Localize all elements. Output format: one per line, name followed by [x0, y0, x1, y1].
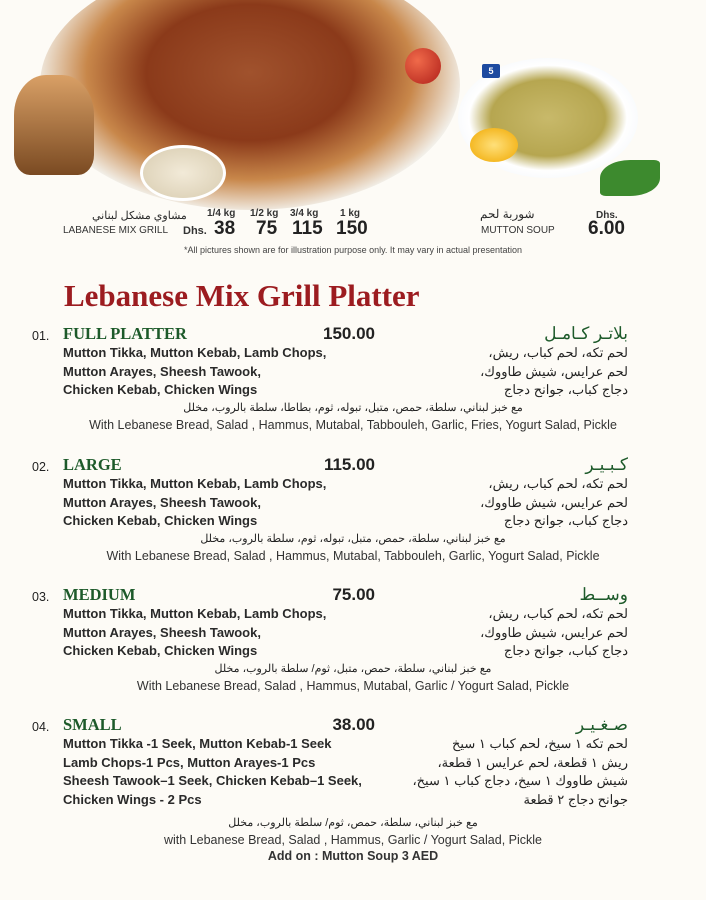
size-label: 3/4 kg [290, 208, 319, 219]
item-description-ar-line: لحم تكه، لحم كباب، ريش، [488, 476, 628, 491]
item-description-ar-line: لحم عرايس، شيش طاووك، [480, 494, 628, 510]
mix-grill-currency: Dhs. [183, 225, 207, 237]
item-name: SMALL [63, 715, 122, 734]
item-description-line: Chicken Kebab, Chicken Wings [63, 382, 258, 397]
mint-image [600, 160, 660, 196]
item-price: 75.00 [332, 585, 375, 604]
item-description-line: Sheesh Tawook–1 Seek, Chicken Kebab–1 Seek, [63, 773, 362, 788]
item-name-ar: وســط [579, 585, 628, 604]
item-description-line: Mutton Tikka, Mutton Kebab, Lamb Chops, [63, 345, 327, 360]
item-number-badge: 5 [482, 64, 500, 78]
disclaimer: *All pictures shown are for illustration purpose only. It may vary in actual presentation [184, 245, 522, 255]
item-description-line: Mutton Arayes, Sheesh Tawook, [63, 624, 261, 640]
mix-grill-photo [40, 0, 460, 210]
item-number: 03. [32, 590, 50, 604]
addon-note: Add on : Mutton Soup 3 AED [267, 849, 439, 863]
includes-ar: مع خبز لبناني، سلطة، حمص، متبل، تبوله، ثوم، بطاطا، سلطة بالروب، مخلل [183, 401, 523, 414]
size-price: 150 [336, 218, 368, 239]
bread-basket-image [14, 75, 94, 175]
item-description-line: Mutton Arayes, Sheesh Tawook, [63, 494, 261, 510]
item-description-ar-line: لحم عرايس، شيش طاووك، [480, 624, 628, 640]
item-description-ar-line: لحم تكه، لحم كباب، ريش، [488, 606, 628, 621]
includes-en: With Lebanese Bread, Salad , Hammus, Mutabal, Garlic / Yogurt Salad, Pickle [136, 678, 570, 693]
size-label: 1 kg [340, 208, 361, 219]
item-description-ar-line: ريش ١ قطعة، لحم عرايس ١ قطعة، [437, 754, 628, 770]
lemon-image [470, 128, 518, 162]
mix-grill-name-ar: مشاوي مشكل لبناني [92, 210, 187, 222]
item-description-ar-line: شيش طاووك ١ سيخ، دجاج كباب ١ سيخ، [412, 773, 628, 788]
item-description-ar-line: دجاج كباب، جوانح دجاج [503, 382, 628, 397]
includes-ar: مع خبز لبناني، سلطة، حمص، متبل، تبوله، ثوم، سلطة بالروب، مخلل [200, 532, 506, 545]
tomato-image [405, 48, 441, 84]
item-name-ar: بلاتـر كـامـل [544, 324, 628, 343]
size-label: 1/2 kg [250, 208, 279, 219]
item-description-line: Mutton Arayes, Sheesh Tawook, [63, 363, 261, 379]
includes-ar: مع خبز لبناني، سلطة، حمص، ثوم/ سلطة بالروب، مخلل [228, 817, 478, 829]
item-description-ar-line: لحم تكه، لحم كباب، ريش، [488, 345, 628, 360]
item-number: 02. [32, 460, 50, 474]
item-description-line: Lamb Chops-1 Pcs, Mutton Arayes-1 Pcs [63, 754, 316, 770]
size-label: 1/4 kg [207, 208, 236, 219]
item-name: FULL PLATTER [63, 324, 187, 343]
item-price: 115.00 [323, 455, 375, 474]
item-description-ar-line: دجاج كباب، جوانح دجاج [503, 513, 628, 528]
item-description-line: Mutton Tikka, Mutton Kebab, Lamb Chops, [63, 606, 327, 621]
item-price: 38.00 [332, 715, 375, 734]
includes-en: With Lebanese Bread, Salad , Hammus, Mutabal, Tabbouleh, Garlic, Yogurt Salad, Pickle [106, 548, 600, 563]
item-name-ar: صـغـيـر [575, 715, 628, 734]
size-price: 115 [292, 218, 323, 239]
item-number: 01. [32, 329, 50, 343]
item-description-line: Chicken Wings - 2 Pcs [63, 791, 202, 807]
soup-name-en: MUTTON SOUP [481, 225, 555, 236]
item-name: LARGE [63, 455, 122, 474]
item-number: 04. [32, 720, 50, 734]
item-description-ar-line: لحم عرايس، شيش طاووك، [480, 363, 628, 379]
item-description-line: Mutton Tikka, Mutton Kebab, Lamb Chops, [63, 476, 327, 491]
item-description-line: Chicken Kebab, Chicken Wings [63, 643, 258, 658]
item-name-ar: كـبـيـر [585, 455, 628, 474]
item-price: 150.00 [323, 324, 375, 343]
item-description-ar-line: جوانح دجاج ٢ قطعة [523, 791, 628, 807]
size-price: 38 [214, 218, 236, 239]
soup-name-ar: شوربة لحم [480, 207, 535, 221]
item-description-line: Chicken Kebab, Chicken Wings [63, 513, 258, 528]
mix-grill-name-en: LABANESE MIX GRILL [63, 225, 169, 236]
item-description-line: Mutton Tikka -1 Seek, Mutton Kebab-1 Seek [63, 736, 332, 751]
item-description-ar-line: لحم تكه ١ سيخ، لحم كباب ١ سيخ [452, 736, 628, 751]
item-name: MEDIUM [63, 585, 136, 604]
includes-en: With Lebanese Bread, Salad , Hammus, Mutabal, Tabbouleh, Garlic, Fries, Yogurt Salad, Pickle [89, 417, 617, 432]
item-description-ar-line: دجاج كباب، جوانح دجاج [503, 643, 628, 658]
includes-en: with Lebanese Bread, Salad , Hammus, Garlic / Yogurt Salad, Pickle [164, 833, 542, 847]
soup-currency: Dhs. [596, 210, 618, 221]
size-price: 75 [256, 218, 278, 239]
soup-price: 6.00 [588, 218, 625, 239]
includes-ar: مع خبز لبناني، سلطة، حمص، متبل، ثوم/ سلطة بالروب، مخلل [214, 662, 492, 675]
hummus-bowl-image [140, 145, 226, 201]
page-title: Lebanese Mix Grill Platter [64, 278, 420, 313]
